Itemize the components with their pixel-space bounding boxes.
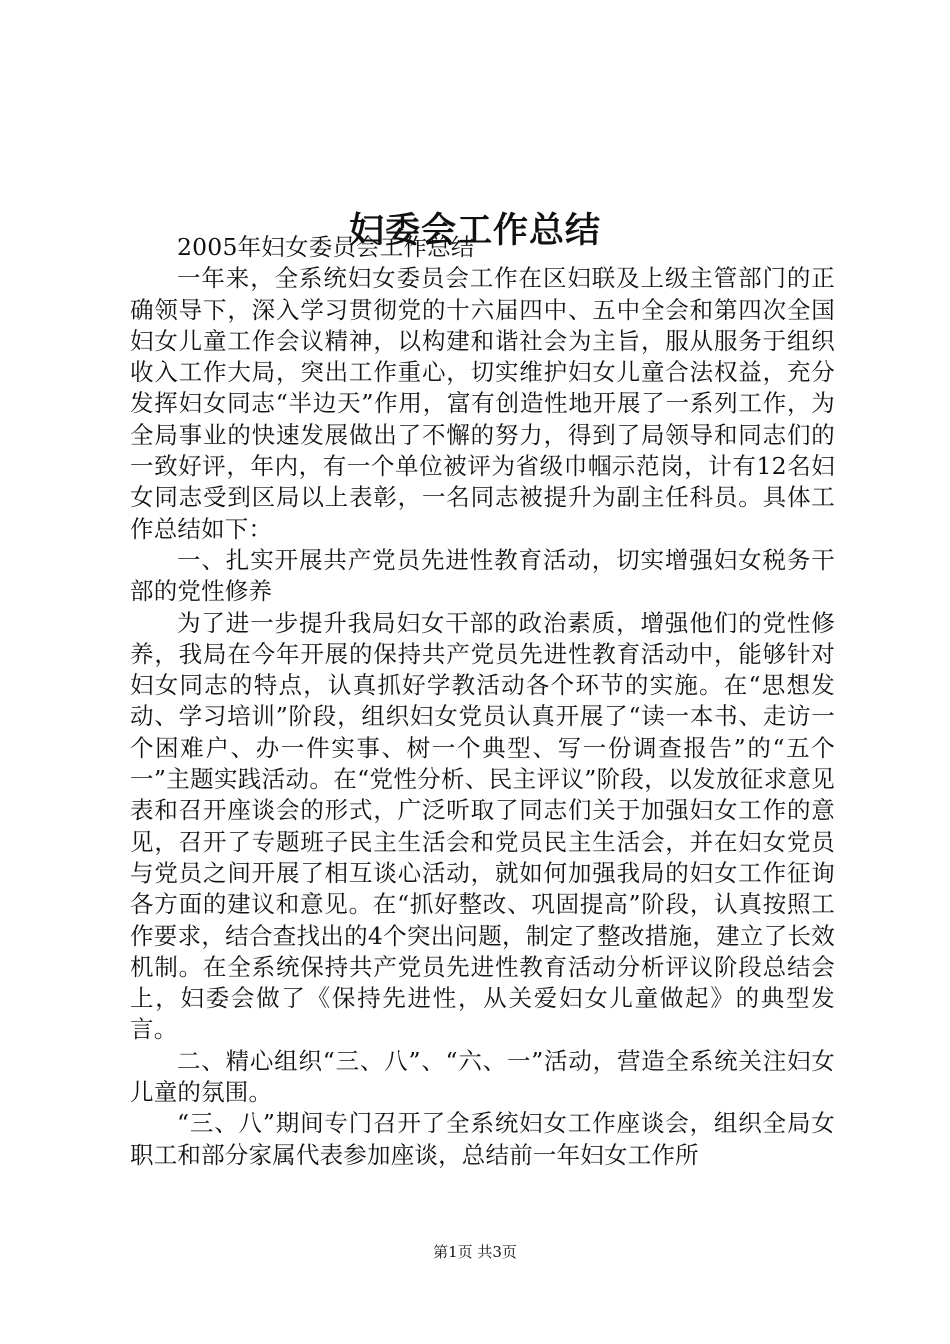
paragraph-section-1-body: 为了进一步提升我局妇女干部的政治素质，增强他们的党性修养，我局在今年开展的保持共产党员先进性教育活动中，能够针对妇女同志的特点，认真抓好学教活动各个环节的实施。在“思想发动、学习培训”阶段，组织妇女党员认真开展了“读一本书、走访一个困难户、办一件实事、树一个典型、写一份调查报告”的“五个一”主题实践活动。在“党性分析、民主评议”阶段，以发放征求意见表和召开座谈会的形式，广泛听取了同志们关于加强妇女工作的意见，召开了专题班子民主生活会和党员民主生活会，并在妇女党员与党员之间开展了相互谈心活动，就如何加强我局的妇女工作征询各方面的建议和意见。在“抓好整改、巩固提高”阶段，认真按照工作要求，结合查找出的4个突出问题，制定了整改措施，建立了长效机制。在全系统保持共产党员先进性教育活动分析评议阶段总结会上，妇委会做了《保持先进性，从关爱妇女儿童做起》的典型发言。 — [130, 608, 835, 1044]
paragraph-section-2-heading: 二、精心组织“三、八”、“六、一”活动，营造全系统关注妇女儿童的氛围。 — [130, 1046, 835, 1107]
page-number-footer: 第1页 共3页 — [433, 1243, 517, 1261]
document-title: 妇委会工作总结 — [348, 210, 601, 252]
paragraph-intro: 一年来，全系统妇女委员会工作在区妇联及上级主管部门的正确领导下，深入学习贯彻党的十六届四中、五中全会和第四次全国妇女儿童工作会议精神，以构建和谐社会为主旨，服从服务于组织收入工作大局，突出工作重心，切实维护妇女儿童合法权益，充分发挥妇女同志“半边天”作用，富有创造性地开展了一系列工作，为全局事业的快速发展做出了不懈的努力，得到了局领导和同志们的一致好评，年内，有一个单位被评为省级巾帼示范岗，计有12名妇女同志受到区局以上表彰，一名同志被提升为副主任科员。具体工作总结如下： — [130, 264, 835, 543]
document-body — [130, 232, 835, 1171]
paragraph-subtitle: 2005年妇女委员会工作总结 — [177, 233, 475, 261]
paragraph-section-2-body: “三、八”期间专门召开了全系统妇女工作座谈会，组织全局女职工和部分家属代表参加座谈，总结前一年妇女工作所 — [130, 1109, 835, 1169]
paragraph-section-1-heading: 一、扎实开展共产党员先进性教育活动，切实增强妇女税务干部的党性修养 — [130, 545, 835, 606]
